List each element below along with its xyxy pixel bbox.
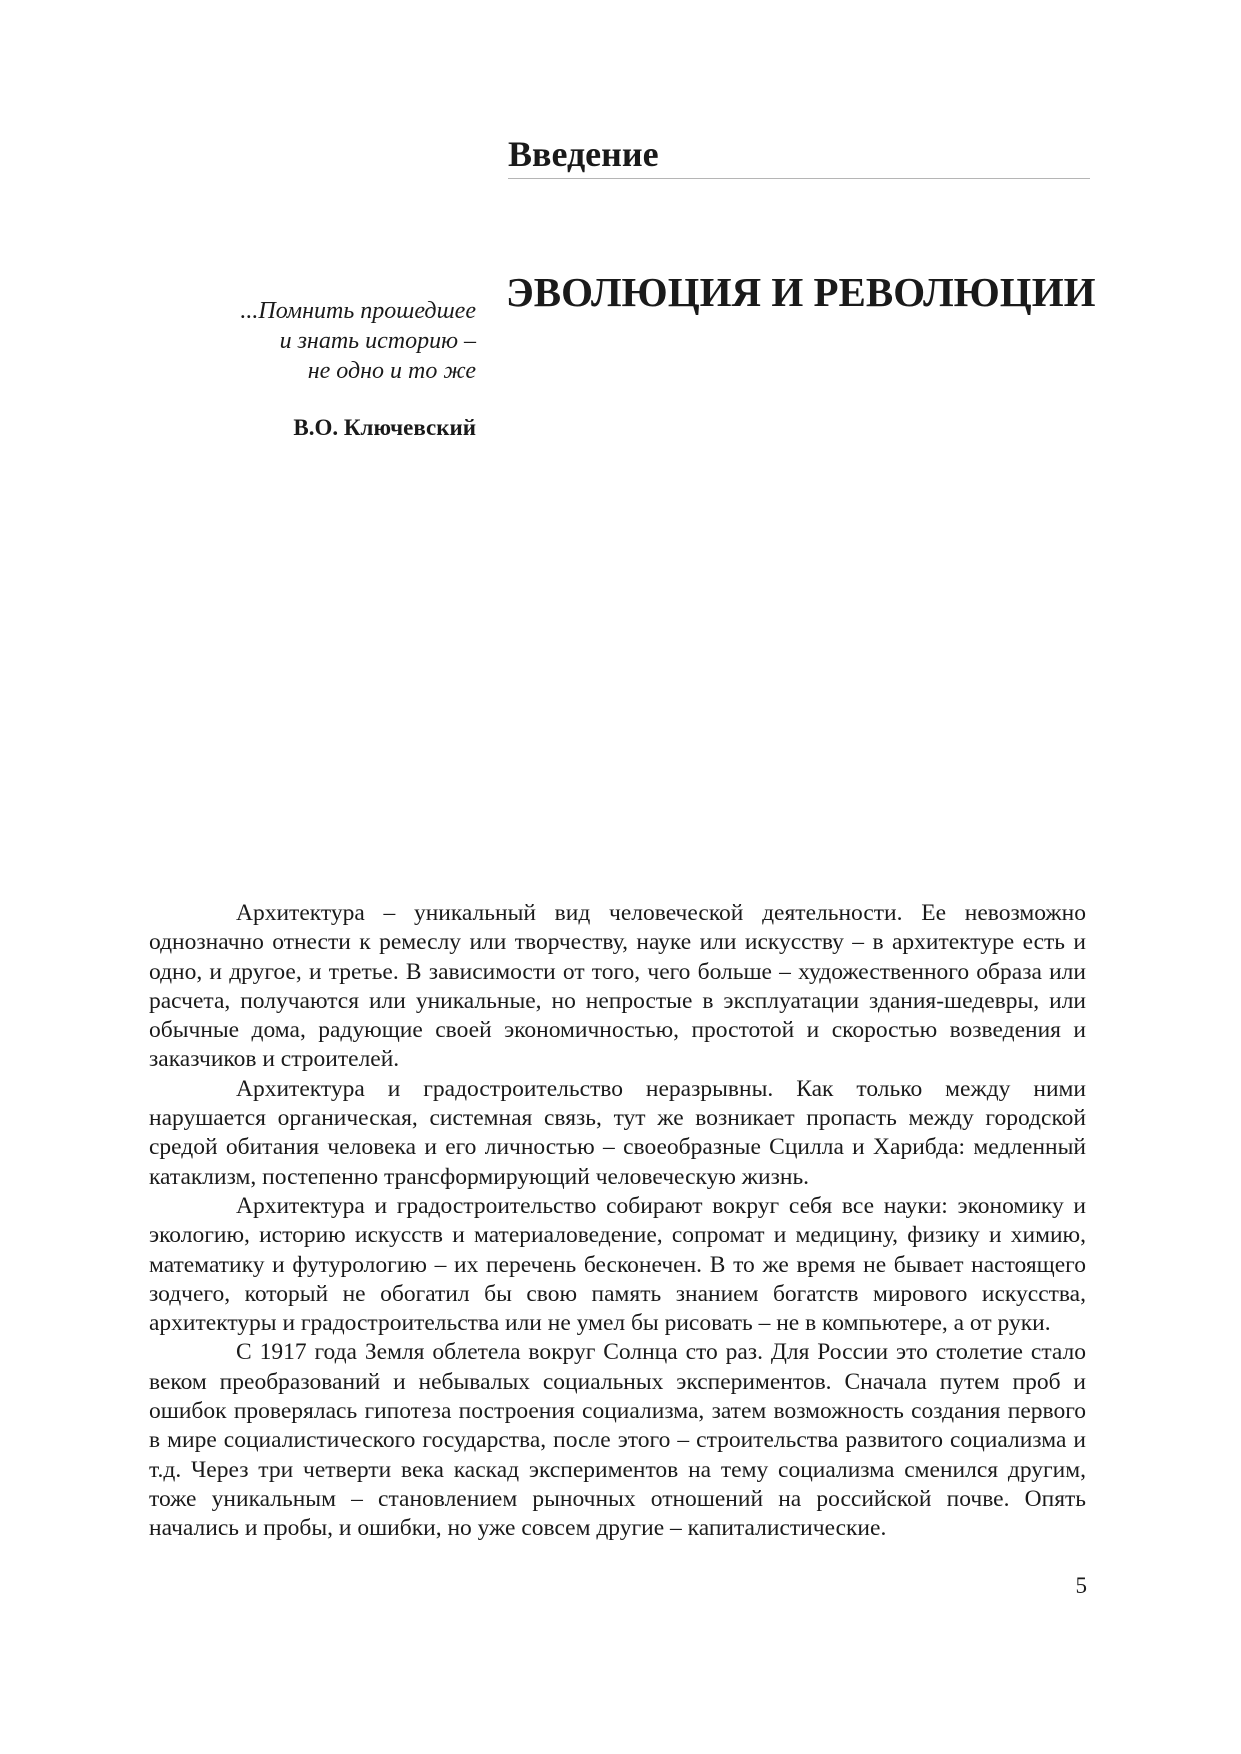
chapter-title: ЭВОЛЮЦИЯ И РЕВОЛЮЦИИ — [506, 269, 1096, 315]
epigraph-line: не одно и то же — [307, 358, 476, 384]
paragraph: Архитектура и градостроительство неразрывны. Как только между ними нарушается органическая, системная связь, тут же возникает пропасть между городской средой обитания человека и его личностью – своеобразные Сцилла и Харибда: медленный катаклизм, постепенно трансформирующий человеческую жизнь. — [149, 1075, 1086, 1190]
paragraph: Архитектура – уникальный вид человеческой деятельности. Ее невозможно однозначно отнести к ремеслу или творчеству, науке или искусству – в архитектуре есть и одно, и другое, и третье. В зависимости от того, чего больше – художественного образа или расчета, получаются или уникальные, но непростые в эксплуатации здания-шедевры, или обычные дома, радующие своей экономичностью, простотой и скоростью возведения и заказчиков и строителей. — [149, 900, 1086, 1073]
epigraph-line: и знать историю – — [279, 328, 476, 354]
epigraph-author: В.О. Ключевский — [293, 415, 476, 440]
body-text — [149, 899, 1086, 1544]
paragraph: С 1917 года Земля облетела вокруг Солнца сто раз. Для России это столетие стало веком преобразований и небывалых социальных экспериментов. Сначала путем проб и ошибок проверялась гипотеза построения социализма, затем возможность создания первого в мире социалистического государства, после этого – строительства развитого социализма и т.д. Через три четверти века каскад экспериментов на тему социализма сменился другим, тоже уникальным – становлением рыночных отношений на российской почве. Опять начались и пробы, и ошибки, но уже совсем другие – капиталистические. — [149, 1339, 1086, 1542]
paragraph: Архитектура и градостроительство собирают вокруг себя все науки: экономику и экологию, историю искусств и материаловедение, сопромат и медицину, физику и химию, математику и футурологию – их перечень бесконечен. В то же время не бывает настоящего зодчего, который не обогатил бы свою память знанием богатств мирового искусства, архитектуры и градостроительства или не умел бы рисовать – не в компьютере, а от руки. — [149, 1192, 1086, 1337]
epigraph-line: ...Помнить прошедшее — [240, 298, 476, 324]
page-number: 5 — [1075, 1573, 1087, 1598]
epigraph — [150, 296, 476, 442]
section-title: Введение — [508, 132, 1090, 179]
